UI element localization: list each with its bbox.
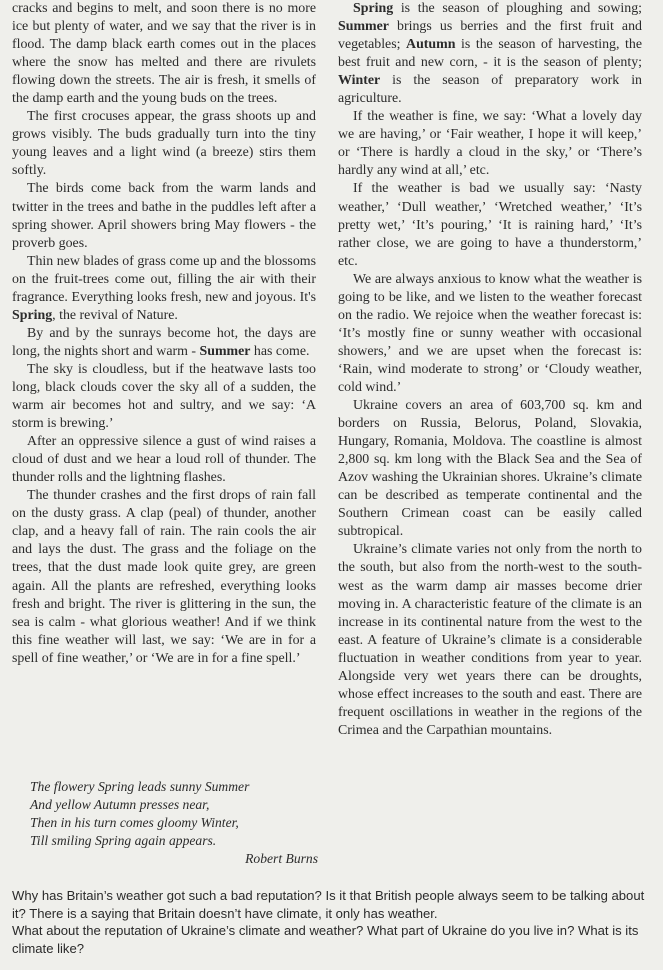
text-fragment: is the season of harvesting, the best fruit and new corn, - it is the season of plenty;: [338, 37, 642, 71]
poem-line: The flowery Spring leads sunny Summer: [30, 779, 250, 794]
poem: [30, 778, 318, 868]
paragraph-summer: [12, 325, 316, 361]
text-fragment: is the season of ploughing and sowing;: [393, 1, 642, 16]
season-term-spring: Spring: [353, 1, 394, 16]
paragraph-rain: The thunder crashes and the first drops of rain fall on the dusty grass. A clap (peal) of thunder, another clap, and a heavy fall of rain. The rain cools the air and lays the dust. The grass and the foliage on the trees, that the dust made look quite grey, are green again. All the plants are refreshed, everything looks fresh and bright. The river is glittering in the sun, the sea is calm - what glorious weather! And if we think this fine weather will last, we say: ‘We are in for a spell of fine weather,’ or ‘We are in for a fine spell.’: [12, 488, 316, 666]
text-fragment: is the season of preparatory work in agriculture.: [338, 73, 642, 107]
paragraph-birds: The birds come back from the warm lands and twitter in the trees and bathe in the puddles left after a spring shower. April showers bring May flowers - the proverb goes.: [12, 181, 316, 251]
paragraph-bad-weather: If the weather is bad we usually say: ‘Nasty weather,’ ‘Dull weather,’ ‘Wretched weather,’ ‘It’s pretty wet,’ ‘It’s pouring,’ ‘It is raining hard,’ ‘It’s rather close, we are going to have a thunderstorm,’ etc.: [338, 181, 642, 269]
poem-author: Robert Burns: [245, 851, 318, 866]
paragraph-fine-weather: If the weather is fine, we say: ‘What a lovely day we are having,’ or ‘Fair weather, I hope it will keep,’ or ‘There is hardly a cloud in the sky,’ or ‘There’s hardly any wind at all,’ etc.: [338, 109, 642, 179]
season-term-winter: Winter: [338, 73, 381, 89]
paragraph-ukraine-climate: Ukraine’s climate varies not only from the north to the south, but also from the north-west to the south-west as the warm damp air masses become drier moving in. A characteristic feature of the climate is an increase in its continental nature from the west to the east. A feature of Ukraine’s climate is a considerable fluctuation in weather conditions from year to year. Alongside very wet years there can be droughts, whose effect increases to the south and east. There are frequent oscillations in weather in the regions of the Crimea and the Carpathian mountains.: [338, 542, 642, 738]
text-fragment: By and by the sunrays become hot, the days are long, the nights short and warm -: [12, 325, 316, 359]
text-fragment: brings us berries and the first fruit and vegetables;: [338, 19, 642, 53]
paragraph-crocuses: The first crocuses appear, the grass shoots up and grows visibly. The buds gradually turn into the tiny young leaves and a light wind (a breeze) stirs them softly.: [12, 109, 316, 179]
paragraph-forecast: We are always anxious to know what the weather is going to be like, and we listen to the weather forecast on the radio. We rejoice when the weather forecast is: ‘It’s mostly fine or sunny weather with occasional showers,’ and we are upset when the forecast is: ‘Rain, wind moderate to strong’ or ‘Cloudy weather, cold wind.’: [338, 271, 642, 395]
question-britain: Why has Britain’s weather got such a bad reputation? Is it that British people always seem to be talking about it? There is a saying that Britain doesn’t have climate, it only has weather.: [12, 888, 645, 921]
season-term-autumn: Autumn: [406, 37, 456, 53]
season-term-summer: Summer: [199, 343, 251, 359]
question-ukraine: What about the reputation of Ukraine’s climate and weather? What part of Ukraine do you live in? What is its climate like?: [12, 923, 639, 956]
paragraph-seasons: [338, 0, 642, 108]
season-term-summer: Summer: [338, 19, 389, 35]
poem-line: Then in his turn comes gloomy Winter,: [30, 815, 239, 830]
text-fragment: , the revival of Nature.: [52, 307, 178, 323]
paragraph-heatwave: The sky is cloudless, but if the heatwave lasts too long, black clouds cover the sky all of a sudden, the warm air becomes hot and sultry, and we say: ‘A storm is brewing.’: [12, 361, 316, 432]
left-column: [12, 0, 316, 668]
paragraph-spring: [12, 253, 316, 325]
right-column: [338, 0, 642, 740]
paragraph-ukraine-area: Ukraine covers an area of 603,700 sq. km and borders on Russia, Belorus, Poland, Slovakia, Hungary, Romania, Moldova. The coastline is almost 2,800 sq. km long with the Black Sea and the Sea of Azov washing the Ukrainian shores. Ukraine’s climate can be described as temperate continental and the Southern Crimean coast can be easily called subtropical.: [338, 398, 642, 540]
text-fragment: has come.: [250, 343, 310, 359]
poem-line: And yellow Autumn presses near,: [30, 797, 210, 812]
discussion-questions: [12, 887, 652, 957]
poem-line: Till smiling Spring again appears.: [30, 833, 217, 848]
season-term-spring: Spring: [12, 307, 53, 323]
paragraph-snow-melting: cracks and begins to melt, and soon there is no more ice but plenty of water, and we say that the river is in flood. The damp black earth comes out in the places where the snow has melted and there are rivulets flowing down the streets. The air is fresh, it smells of the damp earth and the young buds on the trees.: [12, 1, 316, 107]
paragraph-thunder: After an oppressive silence a gust of wind raises a cloud of dust and we hear a loud roll of thunder. The thunder rolls and the lightning flashes.: [12, 434, 316, 486]
text-fragment: Thin new blades of grass come up and the blossoms on the fruit-trees come out, filling the air with their fragrance. Everything looks fresh, new and joyous. It's: [12, 253, 316, 305]
